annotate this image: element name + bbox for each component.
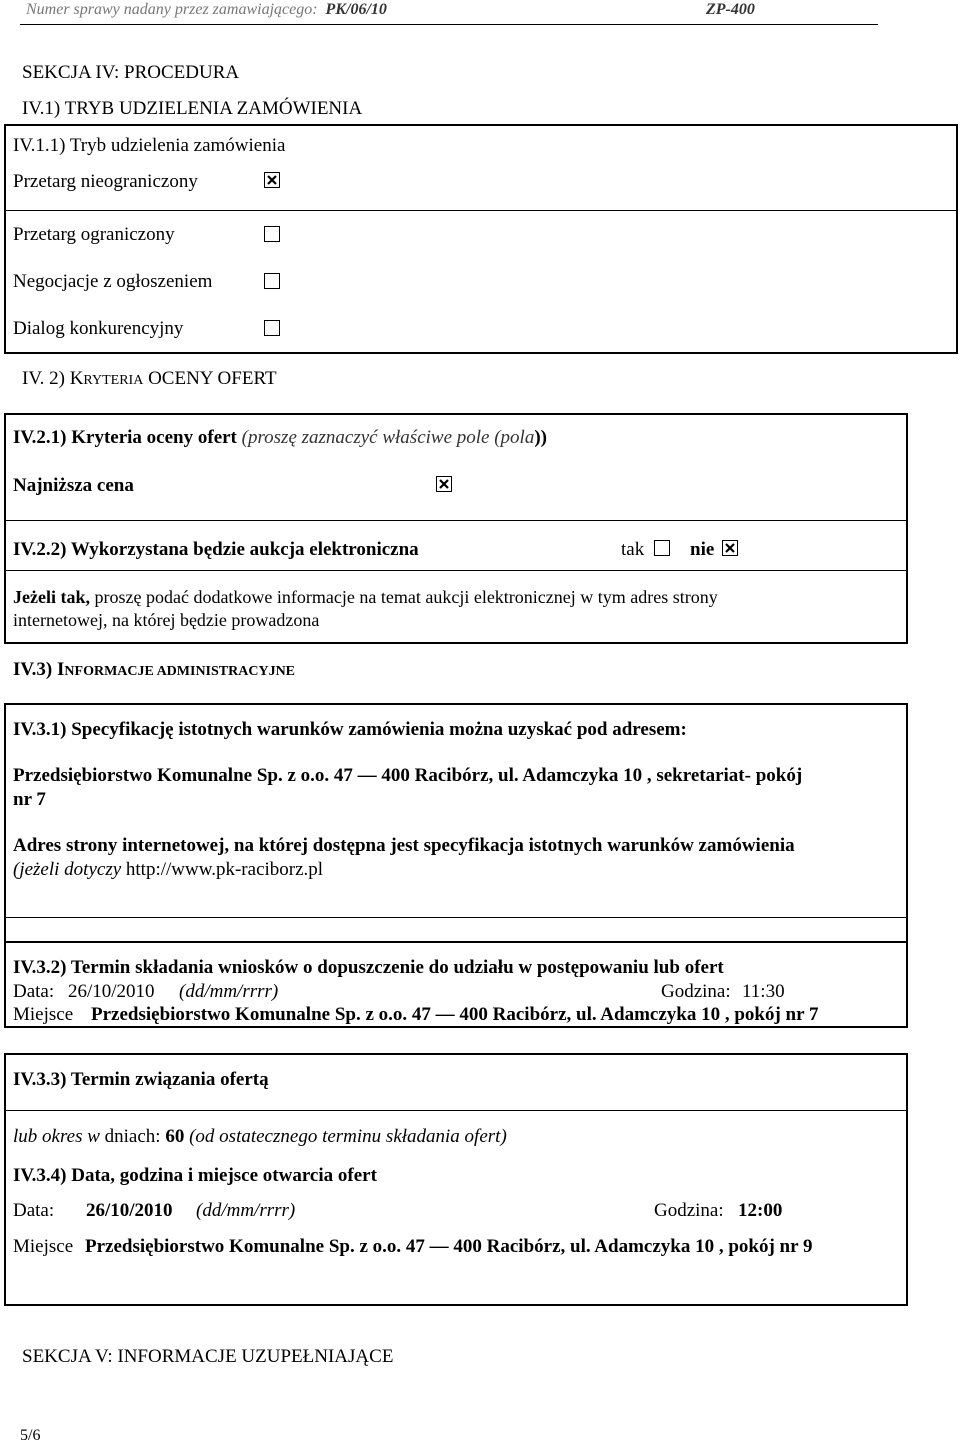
admin-heading: IV.3) INFORMACJE ADMINISTRACYJNE	[13, 659, 296, 680]
option-label: Dialog konkurencyjny	[13, 318, 184, 339]
opening-title: IV.3.4) Data, godzina i miejsce otwarcia ofert	[13, 1165, 377, 1186]
form-code: ZP-400	[706, 1, 755, 18]
binding-title: IV.3.3) Termin związania ofertą	[13, 1069, 269, 1090]
spec-address-line: nr 7	[13, 789, 46, 810]
option-label: Przetarg nieograniczony	[13, 171, 198, 192]
auction-nie-label: nie	[690, 539, 715, 560]
deadline-place: Przedsiębiorstwo Komunalne Sp. z o.o. 47 — 400 Racibórz, ul. Adamczyka 10 , pokój nr 7	[91, 1004, 819, 1025]
opening-place: Przedsiębiorstwo Komunalne Sp. z o.o. 47 — 400 Racibórz, ul. Adamczyka 10 , pokój nr 9	[85, 1236, 813, 1257]
divider	[4, 210, 958, 211]
web-url-link[interactable]: http://www.pk-raciborz.pl	[125, 859, 324, 880]
deadline-place-label: Miejsce	[13, 1004, 74, 1025]
checkbox-icon[interactable]	[264, 320, 280, 336]
deadline-date: 26/10/2010	[68, 981, 155, 1002]
case-number-label: Numer sprawy nadany przez zamawiającego: PK/06/10	[26, 1, 387, 18]
auction-label: IV.2.2) Wykorzystana będzie aukcja elektroniczna	[13, 539, 419, 560]
divider	[4, 1110, 908, 1111]
opening-date-format: (dd/mm/rrrr)	[196, 1200, 296, 1221]
opening-date: 26/10/2010	[86, 1200, 173, 1221]
web-address-title: Adres strony internetowej, na której dostępna jest specyfikacja istotnych warunków zamówienia	[13, 835, 795, 856]
divider	[4, 570, 908, 571]
page-number: 5/6	[20, 1427, 41, 1444]
procedure-sub-heading: IV.1.1) Tryb udzielenia zamówienia	[13, 135, 286, 156]
criterion-label: Najniższa cena	[13, 475, 134, 496]
divider	[4, 917, 908, 918]
checkbox-checked-icon[interactable]	[436, 476, 452, 492]
divider	[4, 520, 908, 521]
spec-address-line: Przedsiębiorstwo Komunalne Sp. z o.o. 47 — 400 Racibórz, ul. Adamczyka 10 , sekretariat- pokój	[13, 765, 803, 786]
deadline-date-format: (dd/mm/rrrr)	[179, 981, 279, 1002]
option-label: Przetarg ograniczony	[13, 224, 175, 245]
web-address-line: (jeżeli dotyczy http://www.pk-raciborz.pl	[13, 859, 324, 880]
checkbox-checked-icon[interactable]	[722, 540, 738, 556]
opening-place-label: Miejsce	[13, 1236, 74, 1257]
page-header	[20, 0, 878, 25]
binding-period: lub okres w dniach: 60 (od ostatecznego terminu składania ofert)	[13, 1126, 507, 1147]
criteria-heading: IV. 2) KRYTERIA OCENY OFERT	[22, 368, 277, 389]
deadline-date-label: Data:	[13, 981, 55, 1002]
opening-time-label: Godzina:	[654, 1200, 724, 1221]
checkbox-icon[interactable]	[264, 273, 280, 289]
section-title: SEKCJA IV: PROCEDURA	[22, 62, 240, 83]
criteria-sub-heading: IV.2.1) Kryteria oceny ofert (proszę zaznaczyć właściwe pole (pola))	[13, 427, 547, 448]
deadline-title: IV.3.2) Termin składania wniosków o dopuszczenie do udziału w postępowaniu lub ofert	[13, 957, 724, 978]
opening-time: 12:00	[738, 1200, 783, 1221]
auction-info-line: Jeżeli tak, proszę podać dodatkowe informacje na temat aukcji elektronicznej w tym adres strony	[13, 587, 718, 607]
auction-tak-label: tak	[621, 539, 645, 560]
option-label: Negocjacje z ogłoszeniem	[13, 271, 213, 292]
deadline-time: 11:30	[742, 981, 785, 1002]
auction-info-line: internetowej, na której będzie prowadzona	[13, 610, 320, 630]
opening-date-label: Data:	[13, 1200, 55, 1221]
checkbox-icon[interactable]	[654, 540, 670, 556]
subsection-heading: IV.1) TRYB UDZIELENIA ZAMÓWIENIA	[22, 98, 363, 119]
checkbox-icon[interactable]	[264, 226, 280, 242]
checkbox-checked-icon[interactable]	[264, 172, 280, 188]
deadline-time-label: Godzina:	[661, 981, 731, 1002]
section-title: SEKCJA V: INFORMACJE UZUPEŁNIAJĄCE	[22, 1346, 394, 1367]
spec-title: IV.3.1) Specyfikację istotnych warunków zamówienia można uzyskać pod adresem:	[13, 719, 687, 740]
